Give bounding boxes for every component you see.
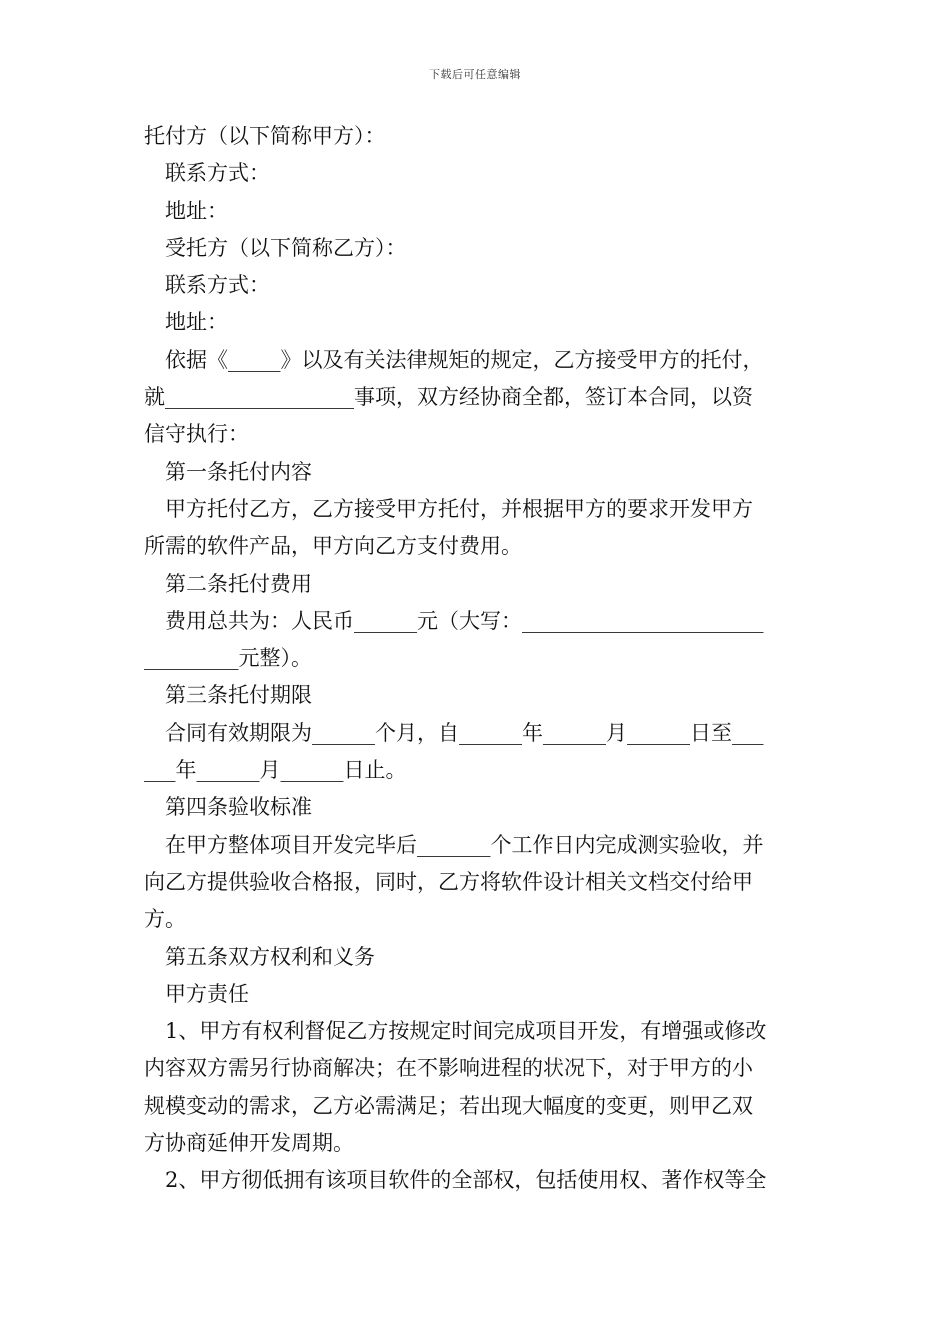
text-line: 方。	[144, 907, 186, 932]
text-line: 就__________________事项，双方经协商全都，签订本合同，以资	[144, 385, 753, 410]
text-line: 第三条托付期限	[165, 683, 312, 708]
text-line: 受托方（以下简称乙方）：	[165, 235, 407, 260]
text-line: _________元整）。	[144, 646, 312, 671]
text-line: 第二条托付费用	[165, 571, 312, 596]
text-line: 1、甲方有权利督促乙方按规定时间完成项目开发，有增强或修改	[165, 1019, 767, 1044]
text-line: 第五条双方权利和义务	[165, 944, 375, 969]
page-header: 下载后可任意编辑	[429, 68, 521, 81]
text-line: 依据《_____》以及有关法律规矩的规定，乙方接受甲方的托付，	[165, 347, 764, 372]
text-line: 地址：	[165, 310, 228, 335]
text-line: 地址：	[165, 198, 228, 223]
text-line: 托付方（以下简称甲方）：	[144, 124, 386, 148]
text-line: 第一条托付内容	[165, 459, 312, 484]
text-line: 2、甲方彻低拥有该项目软件的全部权，包括使用权、著作权等全	[165, 1168, 767, 1193]
text-line: 甲方托付乙方，乙方接受甲方托付，并根据甲方的要求开发甲方	[165, 496, 753, 521]
text-line: 联系方式：	[165, 273, 270, 298]
contract-body	[144, 118, 808, 1200]
text-line: 向乙方提供验收合格报，同时，乙方将软件设计相关文档交付给甲	[144, 869, 753, 894]
text-line: ___年______月______日止。	[144, 758, 407, 783]
text-line: 所需的软件产品，甲方向乙方支付费用。	[144, 534, 522, 559]
text-line: 合同有效期限为______个月，自______年______月______日至___	[165, 720, 764, 745]
text-line: 甲方责任	[165, 981, 249, 1006]
text-line: 联系方式：	[165, 161, 270, 186]
text-line: 第四条验收标准	[165, 795, 312, 820]
text-line: 内容双方需另行协商解决；在不影响进程的状况下，对于甲方的小	[144, 1056, 753, 1081]
text-line: 费用总共为：人民币______元（大写：_______________________	[165, 608, 764, 633]
text-line: 信守执行：	[144, 422, 249, 447]
text-line: 规模变动的需求，乙方必需满足；若出现大幅度的变更，则甲乙双	[144, 1093, 753, 1118]
text-line: 在甲方整体项目开发完毕后_______个工作日内完成测实验收，并	[165, 832, 764, 857]
text-line: 方协商延伸开发周期。	[144, 1131, 354, 1156]
